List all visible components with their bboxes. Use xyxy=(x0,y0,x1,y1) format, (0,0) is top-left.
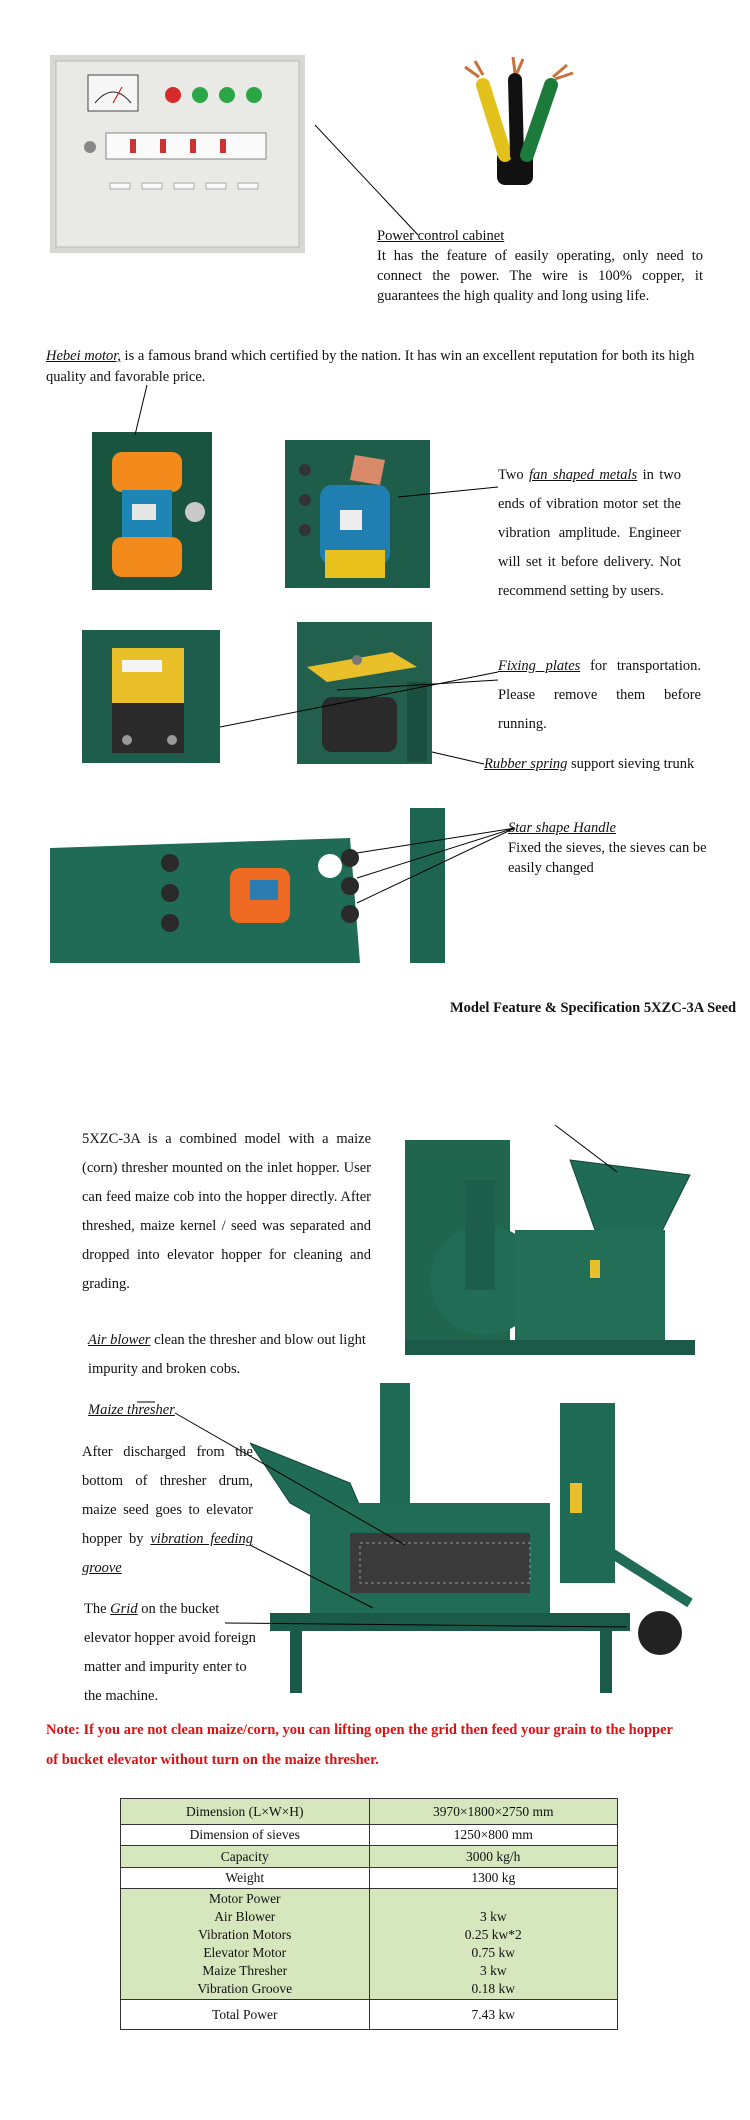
hebei-motor-photo xyxy=(92,432,212,590)
grid-term: Grid xyxy=(110,1601,138,1617)
maize-thresher-text xyxy=(82,1438,253,1583)
air-blower-term: Air blower xyxy=(88,1332,151,1348)
spec-value: 7.43 kw xyxy=(369,2000,618,2030)
grid-prefix: The xyxy=(84,1601,111,1617)
table-row xyxy=(121,1889,618,2000)
table-row xyxy=(121,1799,618,1825)
control-cabinet-photo xyxy=(50,55,305,253)
fan-metals-prefix: Two xyxy=(498,467,529,483)
grid-description: on the bucket elevator hopper avoid foreign matter and impurity enter to the machine. xyxy=(84,1601,256,1704)
motor-intro xyxy=(46,346,708,388)
cabinet-caption: Power control cabinet xyxy=(377,228,505,244)
star-handle-description: Fixed the sieves, the sieves can be easily changed xyxy=(508,840,707,876)
spec-label: Vibration Groove xyxy=(197,1981,293,1996)
fixing-plates-description: for transportation. Please remove them before running. xyxy=(498,658,701,732)
air-blower-photo xyxy=(405,1140,695,1355)
note-line-1: Note: If you are not clean maize/corn, you can lifting open the grid then feed your grain to the hopper xyxy=(46,1722,673,1738)
model-intro: 5XZC-3A is a combined model with a maize (corn) thresher mounted on the inlet hopper. User can feed maize cob into the hopper directly. After threshed, maize kernel / seed was separated and dropped into elevator hopper for cleaning and grading. xyxy=(82,1131,371,1292)
table-row xyxy=(121,1868,618,1889)
spec-value-group xyxy=(369,1889,618,2000)
spec-label: Vibration Motors xyxy=(198,1927,292,1942)
copper-wire-photo xyxy=(445,55,585,185)
maize-thresher-label xyxy=(88,1396,175,1425)
grid-text xyxy=(84,1595,256,1711)
cabinet-text-block xyxy=(377,226,703,306)
spec-value: 3000 kg/h xyxy=(369,1846,618,1868)
note-line-2: of bucket elevator without turn on the maize thresher. xyxy=(46,1752,379,1768)
section-title: Model Feature & Specification 5XZC-3A Seed xyxy=(450,1000,737,1016)
table-row xyxy=(121,1846,618,1868)
spec-table xyxy=(120,1798,618,2030)
spec-value: 3 kw xyxy=(479,1909,507,1924)
rubber-spring-text xyxy=(484,750,694,779)
spec-label: Air Blower xyxy=(214,1909,276,1924)
spec-value: 1300 kg xyxy=(369,1868,618,1889)
air-blower-description: clean the thresher and blow out light impurity and broken cobs. xyxy=(88,1332,366,1377)
spec-value: 3970×1800×2750 mm xyxy=(369,1799,618,1825)
spec-label: Dimension (L×W×H) xyxy=(121,1799,370,1825)
spec-label: Dimension of sieves xyxy=(121,1825,370,1846)
fixing-plates-photo-left xyxy=(82,630,220,763)
spec-value: 0.75 kw xyxy=(471,1945,515,1960)
rubber-spring-term: Rubber spring xyxy=(484,756,568,772)
star-handle-photo xyxy=(50,808,445,963)
rubber-spring-description: support sieving trunk xyxy=(567,756,695,772)
rubber-spring-photo xyxy=(297,622,432,764)
fan-metals-term: fan shaped metals xyxy=(528,467,638,483)
cabinet-description: It has the feature of easily operating, only need to connect the power. The wire is 100% copper, it guarantees the high quality and long using life. xyxy=(377,248,703,304)
spec-label: Weight xyxy=(121,1868,370,1889)
spec-label: Total Power xyxy=(121,2000,370,2030)
fixing-plates-term: Fixing plates xyxy=(498,658,581,674)
fixing-plates-text xyxy=(498,652,701,739)
spec-value: 3 kw xyxy=(479,1963,507,1978)
hebei-motor-term: Hebei motor, xyxy=(46,348,121,364)
maize-thresher-description: After discharged from the bottom of thresher drum, maize seed goes to elevator hopper by xyxy=(82,1444,253,1547)
air-blower-text xyxy=(88,1326,370,1384)
spec-label: Elevator Motor xyxy=(203,1945,287,1960)
fan-metals-description: in two ends of vibration motor set the vibration amplitude. Engineer will set it before delivery. Not recommend setting by users. xyxy=(498,467,681,599)
star-handle-text xyxy=(508,818,708,878)
fan-shaped-metals-photo xyxy=(285,440,430,588)
maize-thresher-term: Maize thresher xyxy=(88,1402,175,1418)
star-handle-term: Star shape Handle xyxy=(508,820,616,836)
spec-label: Motor Power xyxy=(208,1891,281,1906)
vibration-feeding-groove-term: vibration feeding groove xyxy=(82,1531,253,1576)
table-row xyxy=(121,1825,618,1846)
table-row xyxy=(121,2000,618,2030)
spec-label: Capacity xyxy=(121,1846,370,1868)
spec-label: Maize Thresher xyxy=(202,1963,288,1978)
motor-intro-text: is a famous brand which certified by the nation. It has win an excellent reputation for both its high quality and favorable price. xyxy=(46,348,695,385)
fan-metals-text xyxy=(498,461,681,606)
spec-label-group xyxy=(121,1889,370,2000)
seed-cleaner-machine-photo xyxy=(250,1383,695,1693)
spec-value: 0.25 kw*2 xyxy=(464,1927,522,1942)
spec-value: 1250×800 mm xyxy=(369,1825,618,1846)
spec-value: 0.18 kw xyxy=(471,1981,515,1996)
